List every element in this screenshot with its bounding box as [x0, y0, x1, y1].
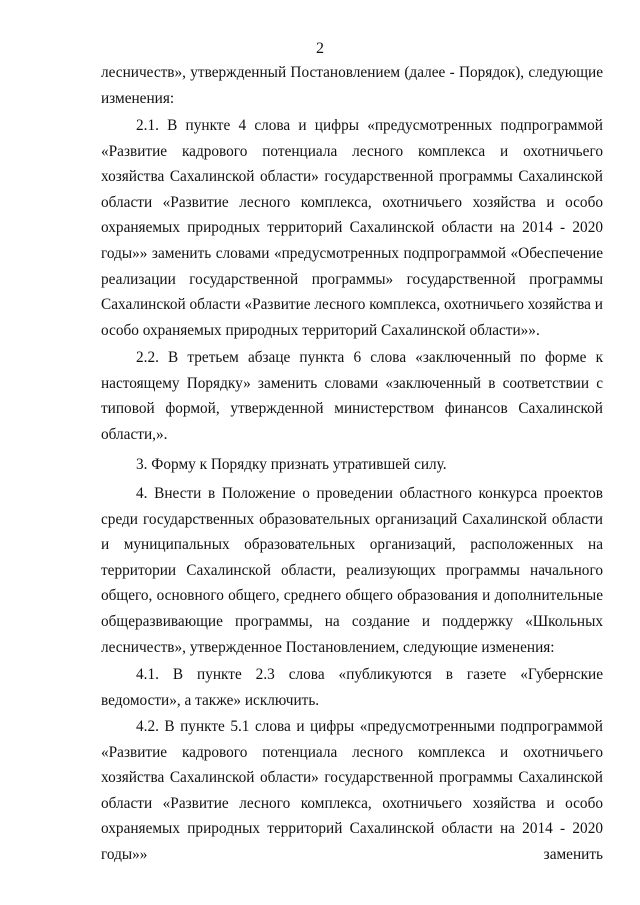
- paragraph-4-2: 4.2. В пункте 5.1 слова и цифры «предусмотренными подпрограммой «Развитие кадрового потенциала лесного комплекса и охотничьего хозяйства Сахалинской области» государственной программы Сахалинской области «Развитие лесного комплекса, охотничьего хозяйства и особо охраняемых природных территорий Сахалинской области на 2014 - 2020 годы»» заменить: [101, 718, 603, 863]
- page-number: 2: [316, 40, 324, 57]
- paragraph-continuation: лесничеств», утвержденный Постановлением (далее - Порядок), следующие изменения:: [101, 64, 603, 107]
- paragraph-4: 4. Внести в Положение о проведении областного конкурса проектов среди государственных образовательных организаций Сахалинской области и муниципальных образовательных организаций, расположенных на территории Сахалинской области, реализующих программы начального общего, основного общего, среднего общего образования и дополнительные общеразвивающие программы, на создание и поддержку «Школьных лесничеств», утвержденное Постановлением, следующие изменения:: [101, 485, 603, 656]
- paragraph-3: 3. Форму к Порядку признать утратившей силу.: [136, 456, 447, 473]
- paragraph-2-1: 2.1. В пункте 4 слова и цифры «предусмотренных подпрограммой «Развитие кадрового потенциала лесного комплекса и охотничьего хозяйства Сахалинской области» государственной программы Сахалинской области «Развитие лесного комплекса, охотничьего хозяйства и особо охраняемых природных территорий Сахалинской области на 2014 - 2020 годы»» заменить словами «предусмотренных подпрограммой «Обеспечение реализации государственной программы» государственной программы Сахалинской области «Развитие лесного комплекса, охотничьего хозяйства и особо охраняемых природных территорий Сахалинской области»».: [101, 117, 603, 339]
- paragraph-4-1: 4.1. В пункте 2.3 слова «публикуются в газете «Губернские ведомости», а также» исключить.: [101, 666, 603, 709]
- paragraph-2-2: 2.2. В третьем абзаце пункта 6 слова «заключенный по форме к настоящему Порядку» заменить словами «заключенный в соответствии с типовой формой, утвержденной министерством финансов Сахалинской области,».: [101, 349, 603, 443]
